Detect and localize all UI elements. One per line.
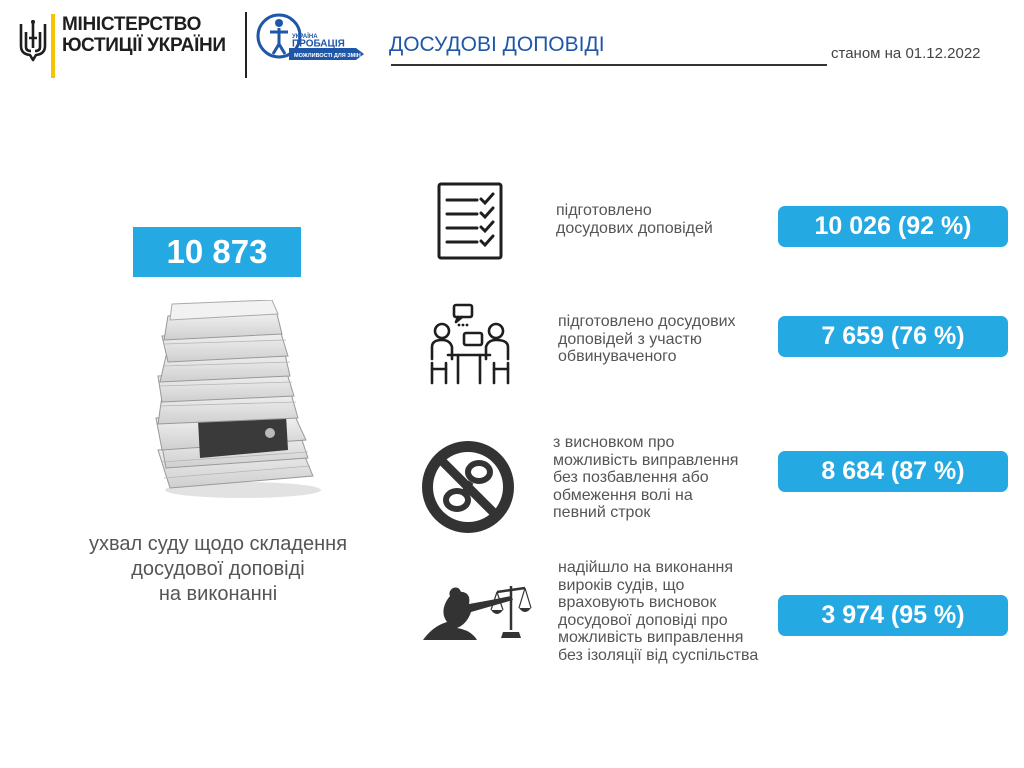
stat-value-badge: 7 659 (76 %) (778, 316, 1008, 357)
stat-line: можливість виправлення (558, 629, 744, 646)
header-divider (245, 12, 247, 78)
probation-logo-line3: МОЖЛИВОСТІ ДЛЯ ЗМІН (294, 53, 361, 59)
no-handcuffs-icon (419, 438, 517, 536)
stat-line: без ізоляції від суспільства (558, 646, 759, 664)
stat-line: обвинуваченого (558, 348, 677, 365)
flag-stripe (51, 14, 55, 78)
probation-logo (256, 10, 368, 68)
caption-line: на виконанні (158, 583, 278, 605)
stat-line: з висновком про (553, 434, 675, 451)
stat-description (556, 202, 713, 237)
stat-line: певний строк (553, 504, 651, 521)
stat-description (558, 313, 736, 366)
caption-line: ухвал суду щодо складення (88, 533, 348, 555)
stat-line: досудової доповіді про (558, 611, 728, 629)
stat-line: досудових доповідей (556, 219, 713, 237)
stat-line: враховують висновок (558, 594, 717, 611)
stat-value-badge: 10 026 (92 %) (778, 206, 1008, 247)
stat-line: обмеження волі на (553, 486, 693, 504)
caption-line: досудової доповіді (131, 558, 305, 580)
probation-logo-line2: ПРОБАЦІЯ (292, 38, 345, 50)
total-count-badge: 10 873 (133, 227, 301, 277)
page-title: ДОСУДОВІ ДОПОВІДІ (389, 33, 605, 56)
stat-line: підготовлено (556, 202, 652, 219)
ministry-name-line2: ЮСТИЦІЇ УКРАЇНИ (62, 35, 226, 56)
stat-line: надійшло на виконання (558, 559, 734, 576)
total-caption (40, 532, 396, 607)
stat-value-badge: 3 974 (95 %) (778, 595, 1008, 636)
probation-logo-line1: УКРАЇНА (292, 34, 318, 40)
stat-line: можливість виправлення (553, 451, 739, 469)
as-of-date: станом на 01.12.2022 (831, 45, 981, 62)
stat-description (558, 559, 758, 664)
document-stack-icon (148, 300, 328, 505)
stat-line: доповідей з участю (558, 330, 702, 348)
trident-emblem-icon (18, 18, 48, 62)
ministry-name (62, 14, 226, 56)
title-underline (391, 64, 827, 66)
stat-line: вироків судів, що (558, 576, 685, 594)
stat-value-badge: 8 684 (87 %) (778, 451, 1008, 492)
ministry-name-line1: МІНІСТЕРСТВО (62, 14, 202, 35)
meeting-icon (428, 303, 512, 385)
stat-description (553, 434, 738, 522)
checklist-icon (437, 182, 503, 260)
justice-icon (421, 578, 539, 642)
stat-line: без позбавлення або (553, 469, 709, 486)
stat-line: підготовлено досудових (558, 313, 736, 330)
